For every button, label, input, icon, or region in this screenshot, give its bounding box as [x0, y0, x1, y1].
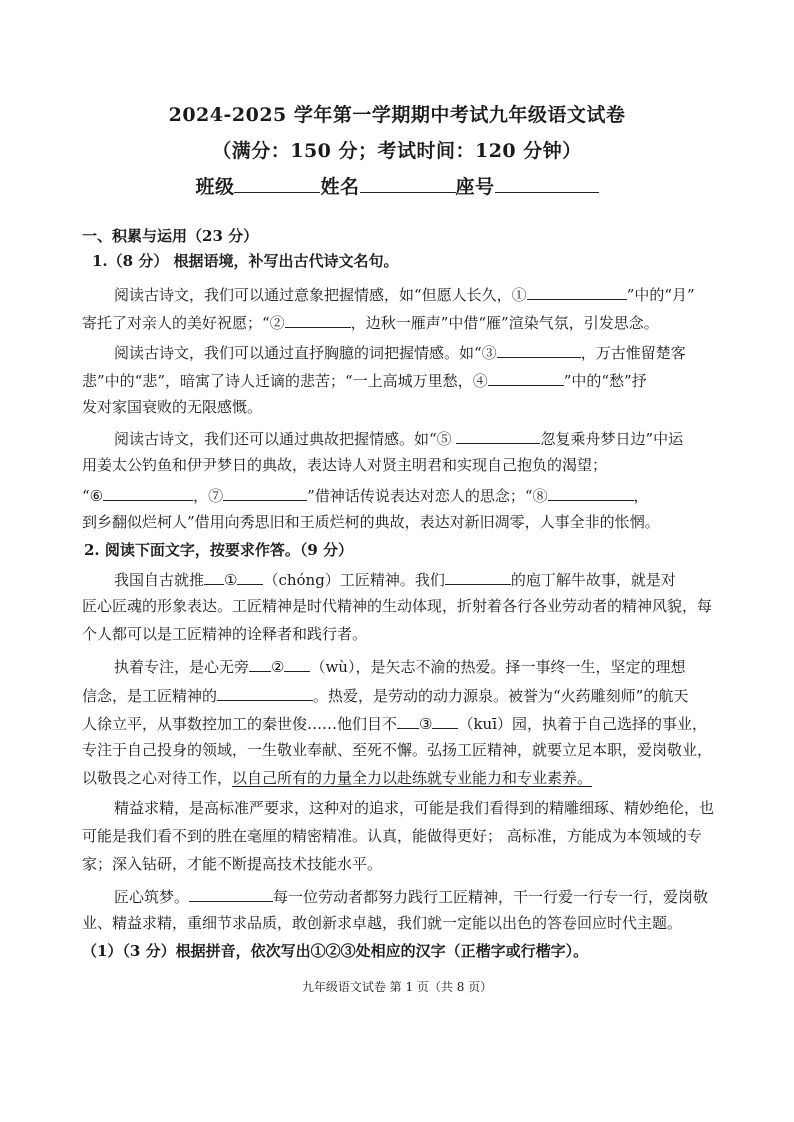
blank-q2-1-right[interactable] [237, 568, 263, 585]
section1-heading: 一、积累与运用（23 分） [82, 227, 259, 245]
marker-3: ③ [481, 344, 497, 362]
class-label: 班级 [195, 176, 235, 198]
blank-8[interactable] [548, 484, 634, 501]
marker-8: ⑧ [532, 487, 548, 505]
page-footer: 九年级语文试卷 第 1 页（共 8 页） [301, 980, 493, 994]
blank-3[interactable] [497, 341, 581, 358]
blank-1[interactable] [527, 283, 627, 300]
seat-label: 座号 [455, 176, 495, 198]
blank-4[interactable] [488, 369, 564, 386]
q1-para3-line3: “⑥ ，⑦ ”借神话传说表达对恋人的思念；“⑧ ， [82, 484, 722, 506]
marker-2: ② [269, 314, 285, 332]
blank-6[interactable] [103, 484, 193, 501]
q2-para2-line3: 人徐立平，从事数控加工的秦世俊……他们目不 ③ （kuī）园，执着于自己选择的事业， [82, 712, 722, 734]
q2-sub1: （1）（3 分）根据拼音，依次写出①②③处相应的汉字（正楷字或行楷字）。 [82, 942, 589, 960]
marker-5: ⑤ [436, 430, 452, 448]
blank-q2-3-left[interactable] [397, 712, 419, 729]
q2-para2-line2: 信念，是工匠精神的 。热爱，是劳动的动力源泉。被誉为“火药雕刻师”的航天 [82, 684, 722, 706]
exam-title: 2024-2025 学年第一学期期中考试九年级语文试卷 [168, 104, 626, 126]
q1-para1-line2: 寄托了对亲人的美好祝愿；“② ，边秋一雁声”中借“雁”渲染气氛，引发思念。 [82, 311, 722, 333]
marker-q2-3: ③ [419, 715, 433, 733]
blank-q2-dream[interactable] [189, 885, 273, 902]
seat-blank[interactable] [495, 176, 599, 193]
marker-1: ① [511, 286, 527, 304]
q1-para2-line1: 阅读古诗文，我们可以通过直抒胸臆的词把握情感。如“③ ，万古惟留楚客 [114, 341, 754, 363]
marker-6: ⑥ [89, 487, 104, 505]
blank-2[interactable] [285, 311, 351, 328]
q2-para1-line3: 个人都可以是工匠精神的诠释者和践行者。 [82, 625, 368, 643]
q1-heading: 1.（8 分） 根据语境，补写出古代诗文名句。 [92, 252, 399, 270]
exam-subtitle: （满分：150 分；考试时间：120 分钟） [212, 140, 582, 162]
name-blank[interactable] [360, 176, 456, 193]
q1-para3-line1: 阅读古诗文，我们还可以通过典故把握情感。如“⑤ 忽复乘舟梦日边”中运 [114, 427, 754, 449]
q1-para1-line1: 阅读古诗文，我们可以通过意象把握情感，如“但愿人长久，① ”中的“月” [114, 283, 754, 305]
blank-q2-2-left[interactable] [249, 655, 271, 672]
blank-q2-2-right[interactable] [284, 655, 310, 672]
marker-q2-1: ① [224, 571, 238, 589]
q1-para2-line3: 发对家国衰败的无限感慨。 [82, 398, 263, 416]
class-blank[interactable] [234, 176, 320, 193]
marker-4: ④ [472, 372, 488, 390]
underlined-sentence: 以自己所有的力量全力以赴练就专业能力和专业素养。 [232, 769, 593, 787]
q2-para2-line1: 执着专注，是心无旁 ② （wù），是矢志不渝的热爱。择一事终一生，坚定的理想 [114, 655, 754, 677]
blank-7[interactable] [223, 484, 307, 501]
q2-para1-line1: 我国自古就推 ① （chóng）工匠精神。我们 的庖丁解牛故事，就是对 [114, 568, 754, 590]
marker-q2-2: ② [271, 658, 285, 676]
q1-para3-line2: 用姜太公钓鱼和伊尹梦日的典故，表达诗人对贤主明君和实现自己抱负的渴望； [82, 456, 608, 474]
q2-para3-line1: 精益求精，是高标准严要求，这种对的追求，可能是我们看得到的精雕细琢、精妙绝伦，也 [114, 799, 715, 817]
name-label: 姓名 [320, 176, 360, 198]
blank-q2-1-left[interactable] [204, 568, 224, 585]
marker-7: ⑦ [208, 487, 224, 505]
blank-q2-belief[interactable] [217, 684, 313, 701]
blank-q2-story[interactable] [445, 568, 511, 585]
q2-para3-line3: 家；深入钻研，才能不断提高技术技能水平。 [82, 855, 383, 873]
q1-para3-line4: 到乡翻似烂柯人”借用向秀思旧和王质烂柯的典故，表达对新旧凋零，人事全非的怅惘。 [82, 513, 660, 531]
q2-para4-line2: 业、精益求精，重细节求品质，敢创新求卓越，我们就一定能以出色的答卷回应时代主题。 [82, 914, 683, 932]
q2-para3-line2: 可能是我们看不到的胜在毫厘的精密精准。认真，能做得更好； 高标准，方能成为本领域的专 [82, 827, 702, 845]
q2-para2-line4: 专注于自己投身的领域，一生敬业奉献、至死不懈。弘扬工匠精神，就要立足本职，爱岗敬业， [82, 741, 713, 759]
blank-q2-3-right[interactable] [432, 712, 458, 729]
student-info-row [0, 172, 794, 199]
q2-heading: 2. 阅读下面文字，按要求作答。（9 分） [84, 541, 354, 559]
q2-para2-line5: 以敬畏之心对待工作，以自己所有的力量全力以赴练就专业能力和专业素养。 [82, 769, 593, 787]
blank-5[interactable] [456, 427, 540, 444]
q2-para1-line2: 匠心匠魂的形象表达。工匠精神是时代精神的生动体现，折射着各行各业劳动者的精神风貌，每 [82, 597, 713, 615]
q1-para2-line2: 悲”中的“悲”，暗寓了诗人迁谪的悲苦；“一上高城万里愁，④ ”中的“愁”抒 [82, 369, 722, 391]
q2-para4-line1: 匠心筑梦。 每一位劳动者都努力践行工匠精神，干一行爱一行专一行，爱岗敬 [114, 885, 754, 907]
